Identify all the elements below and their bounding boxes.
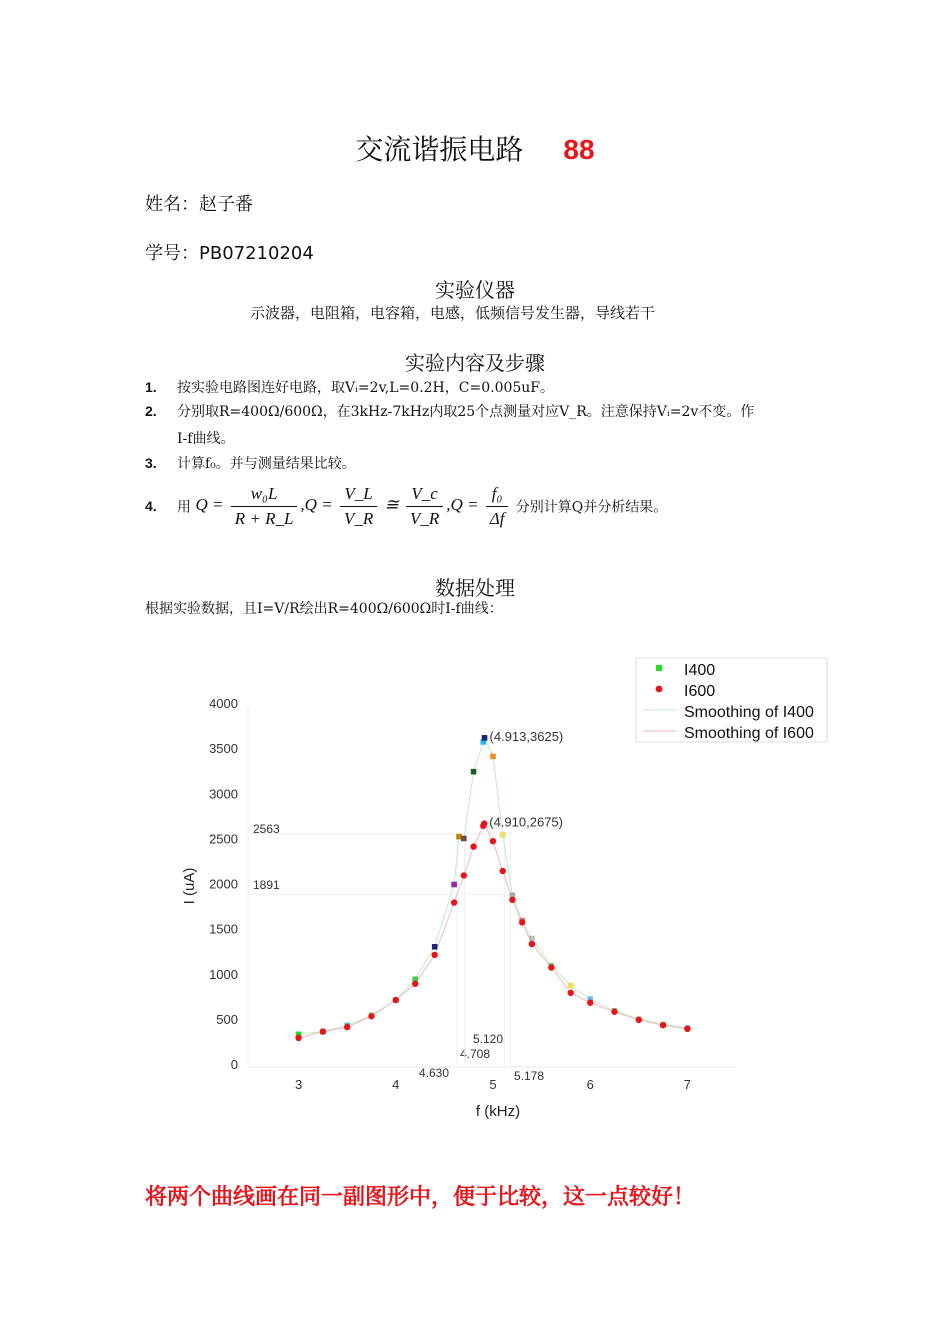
y-tick-label: 3000 [209,786,238,802]
fraction-denominator: Δf [489,509,505,528]
data-point-i600 [412,981,418,987]
step-1 [145,377,825,397]
formula-approx: ≅ [384,495,399,515]
formula-equals: = [467,495,479,515]
formula-equals: = [211,495,224,515]
data-point-i600 [481,820,487,826]
resonance-chart [0,640,950,1130]
grader-comment: 将两个曲线画在同一副图形中，便于比较，这一点较好！ [145,1185,696,1210]
legend-marker-i600 [656,686,663,693]
student-name: 姓名：赵子番 [145,194,253,215]
ref-label-5120: 5.120 [473,1032,504,1046]
ref-label-5178: 5.178 [514,1069,545,1083]
step-number: 4. [145,498,157,515]
step-2-continued: I-f曲线。 [177,431,235,447]
formula-equals: = [321,495,333,515]
y-tick-label: 3500 [209,741,238,757]
procedure-heading: 实验内容及步骤 [405,351,545,375]
data-point-i400 [500,832,506,838]
data-point-i400 [461,836,467,842]
peak-annotation: (4.913,3625) [489,728,564,744]
y-tick-label: 2500 [209,831,238,847]
data-point-i600 [660,1022,666,1028]
data-point-i600 [431,952,437,958]
data-point-i400 [471,769,477,775]
fraction-1 [231,484,298,529]
y-tick-label: 1500 [209,921,238,937]
fraction-denominator: R + R_L [234,509,294,528]
data-point-i600 [548,964,554,970]
data-point-i400 [529,936,535,942]
analysis-heading: 数据处理 [435,576,515,600]
y-axis-title: I (uA) [181,867,198,905]
step-4 [145,484,865,529]
fraction-numerator: w₀L [231,484,298,507]
step-2 [145,401,825,421]
equipment-heading: 实验仪器 [435,278,515,302]
fraction-denominator: V_R [409,509,440,528]
formula-symbol: Q [450,495,463,515]
data-point-i600 [470,843,476,849]
data-point-i400 [432,944,438,950]
score-mark: 88 [563,134,595,165]
student-id: 学号：PB07210204 [145,243,314,264]
fraction-denominator: V_R [343,509,374,528]
data-point-i600 [587,1000,593,1006]
step-number: 1. [145,379,157,395]
ref-label-2563: 2563 [253,822,280,836]
data-point-i400 [456,834,462,840]
step-text: 按实验电路图连好电路，取Vᵢ=2v,L=0.2H，C=0.005uF。 [177,380,555,396]
step-suffix: 分别计算Q并分析结果。 [515,499,668,516]
ref-label-1891: 1891 [253,878,280,892]
y-tick-label: 500 [216,1011,238,1027]
formula-symbol: Q [304,495,317,515]
step-text: 分别取R=400Ω/600Ω，在3kHz-7kHz内取25个点测量对应V_R。注意保持Vᵢ=2v不变。作 [177,404,755,420]
analysis-intro: 根据实验数据，且I=V/R绘出R=400Ω/600Ω时I-f曲线： [145,601,503,617]
fraction-numerator: f₀ [486,484,509,507]
y-tick-label: 2000 [209,876,238,892]
step-3 [145,453,825,473]
step-text: 计算f₀。并与测量结果比较。 [177,456,356,472]
equipment-text: 示波器，电阻箱，电容箱，电感，低频信号发生器，导线若干 [250,304,656,322]
legend-label-i400-smooth: Smoothing of I400 [684,704,814,721]
fraction-4 [486,484,509,529]
data-point-i400 [490,754,496,760]
data-point-i600 [393,997,399,1003]
fraction-numerator: V_L [340,484,377,507]
formula-separator: , [300,495,305,515]
step-number: 2. [145,403,157,419]
legend-label-i400: I400 [684,662,716,679]
formula-separator: , [446,495,451,515]
x-tick-label: 3 [294,1077,303,1092]
step-number: 3. [145,455,157,471]
data-point-i600 [519,919,525,925]
data-point-i600 [461,872,467,878]
data-point-i600 [368,1013,374,1019]
data-point-i600 [529,941,535,947]
data-point-i400 [568,983,574,989]
x-tick-label: 4 [392,1077,400,1092]
data-point-i400 [482,735,488,741]
x-axis-title: f (kHz) [475,1103,521,1120]
ref-label-4630: 4.630 [419,1066,450,1080]
legend-label-i600-smooth: Smoothing of I600 [684,725,814,742]
peak-annotation: (4.910,2675) [489,814,563,830]
x-tick-label: 6 [586,1077,594,1092]
data-point-i600 [295,1035,301,1041]
formula-symbol: Q [195,495,208,515]
data-point-i600 [568,990,574,996]
data-point-i600 [509,897,515,903]
page-title [0,128,950,168]
x-tick-label: 7 [683,1077,692,1092]
title-text: 交流谐振电路 [355,133,524,166]
smooth-line-i600 [299,824,688,1038]
data-point-i600 [320,1028,326,1034]
fraction-3 [406,484,443,529]
data-point-i600 [611,1009,617,1015]
data-point-i600 [344,1024,350,1030]
smooth-line-i400 [299,738,688,1035]
data-point-i600 [636,1017,642,1023]
legend-label-i600: I600 [684,683,716,700]
step-prefix: 用 [177,499,191,516]
legend-marker-i400 [656,665,662,671]
y-tick-label: 4000 [209,696,238,711]
y-tick-label: 0 [230,1057,238,1072]
data-point-i600 [490,838,496,844]
data-point-i400 [451,882,457,888]
fraction-numerator: V_c [406,484,443,507]
ref-label-4708: 4.708 [460,1047,491,1061]
data-point-i600 [500,868,506,874]
data-point-i600 [451,899,457,905]
fraction-2 [340,484,377,529]
y-tick-label: 1000 [209,966,238,982]
x-tick-label: 5 [489,1077,497,1092]
data-point-i600 [684,1026,690,1032]
